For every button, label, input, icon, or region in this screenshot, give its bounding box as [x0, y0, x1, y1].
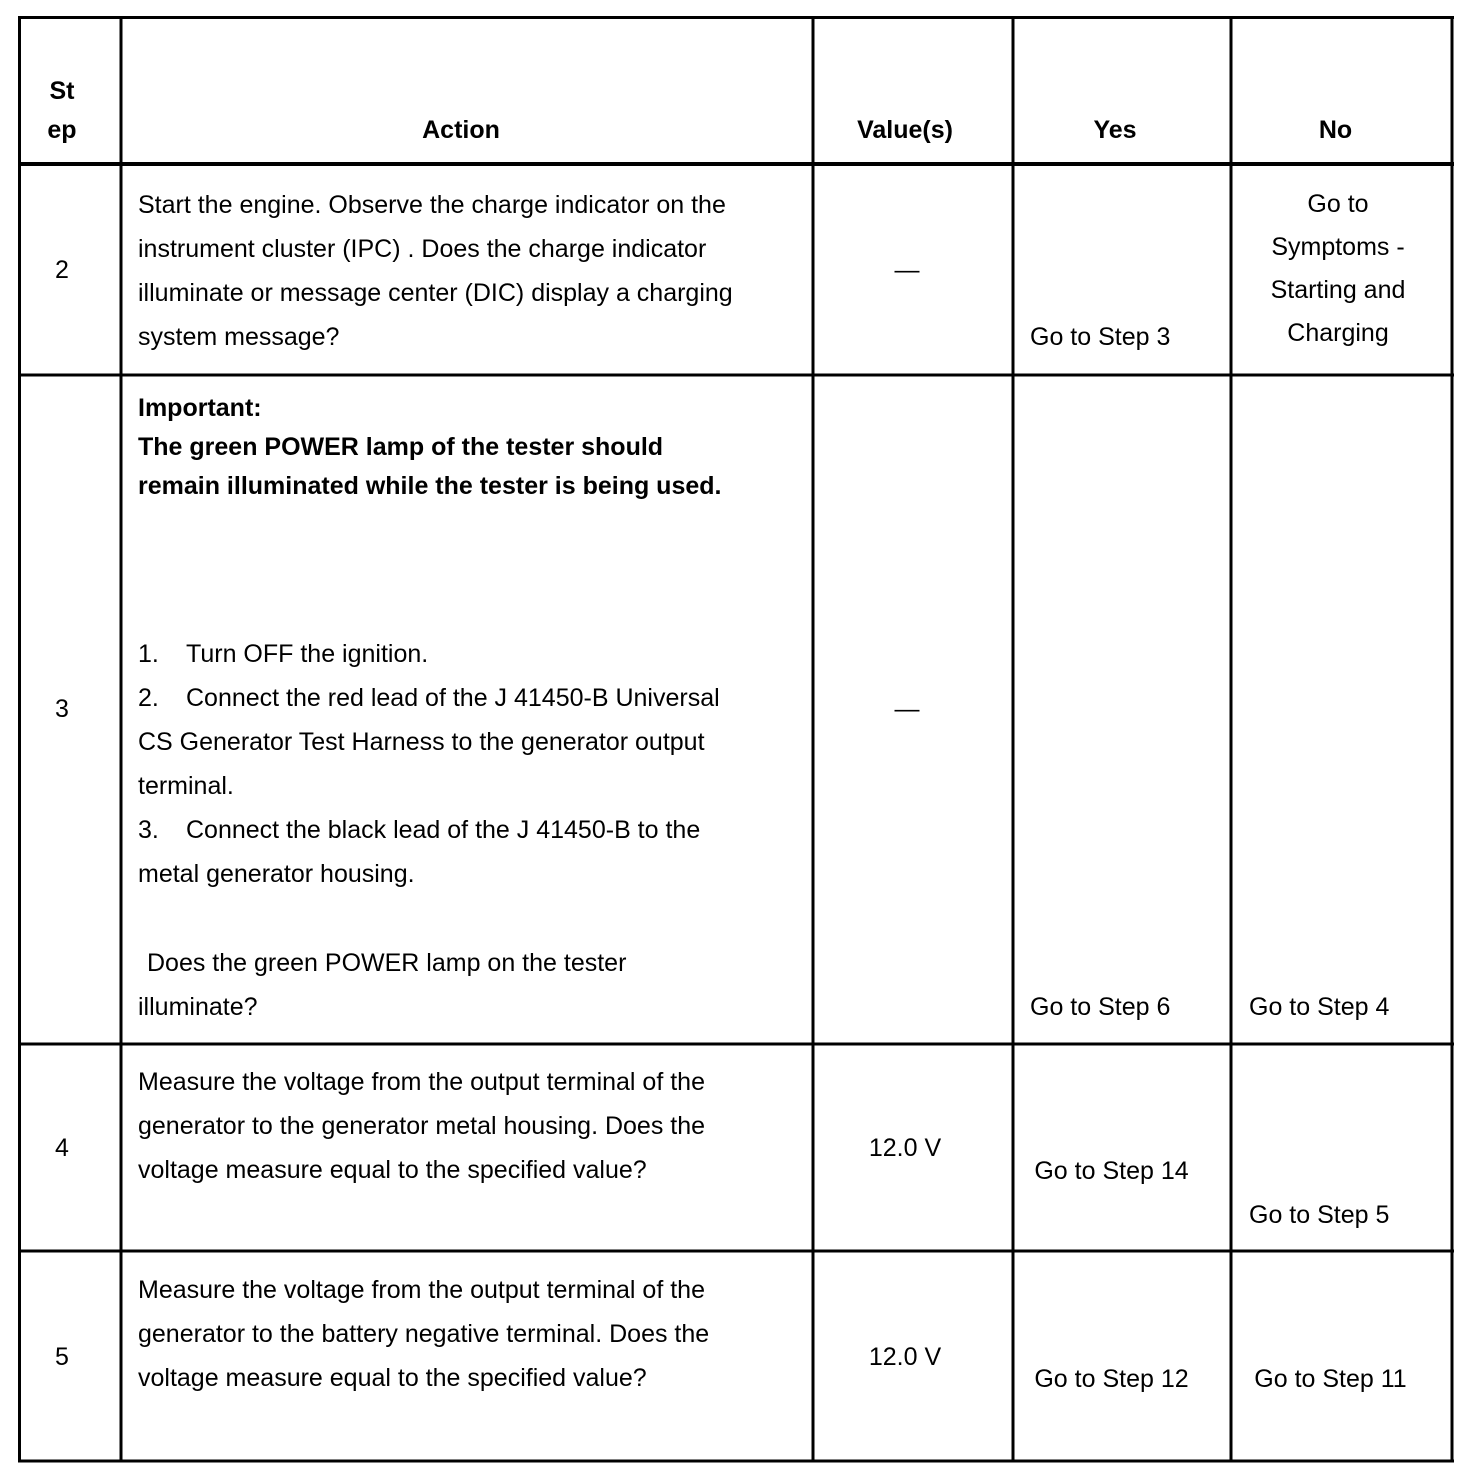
value-cell: 12.0 V — [868, 1343, 942, 1371]
no-cell: Go to Symptoms - Starting and Charging — [1270, 190, 1406, 347]
header-no: No — [1318, 116, 1353, 144]
step-number: 4 — [55, 1134, 69, 1162]
yes-cell: Go to Step 3 — [1030, 323, 1171, 351]
action-text: Start the engine. Observe the charge indicator on the instrument cluster (IPC) . Does the charge indicator illuminate or message center (DIC) display a charging system message? — [138, 191, 733, 351]
important-label: Important: — [138, 394, 262, 422]
no-cell: Go to Step 5 — [1249, 1201, 1390, 1229]
list-number: 3. — [138, 816, 159, 844]
step-number: 3 — [55, 695, 69, 723]
list-item — [138, 676, 738, 808]
value-cell: — — [894, 695, 920, 723]
yes-cell: Go to Step 6 — [1030, 993, 1171, 1021]
value-cell: — — [894, 256, 920, 284]
list-text: Connect the black lead of the J 41450-B to the metal generator housing. — [138, 816, 701, 888]
action-text: Measure the voltage from the output terminal of the generator to the generator metal housing. Does the voltage measure equal to the specified value? — [138, 1068, 706, 1184]
list-item — [138, 808, 738, 896]
step-list — [138, 632, 738, 896]
question-text: Does the green POWER lamp on the tester illuminate? — [138, 949, 627, 1021]
list-number: 2. — [138, 684, 159, 712]
list-number: 1. — [138, 640, 159, 668]
step-number: 5 — [55, 1343, 69, 1371]
header-action: Action — [422, 116, 500, 144]
list-item — [138, 632, 738, 676]
header-step: St ep — [47, 77, 77, 144]
action-text: Measure the voltage from the output terminal of the generator to the battery negative terminal. Does the voltage measure equal to the specified value? — [138, 1276, 710, 1392]
value-cell: 12.0 V — [868, 1134, 942, 1162]
header-values: Value(s) — [857, 116, 953, 144]
no-cell: Go to Step 11 — [1254, 1365, 1407, 1393]
yes-cell: Go to Step 12 — [1034, 1365, 1189, 1393]
important-text: The green POWER lamp of the tester should remain illuminated while the tester is being used. — [138, 433, 722, 500]
step-number: 2 — [55, 256, 69, 284]
no-cell: Go to Step 4 — [1249, 993, 1390, 1021]
header-yes: Yes — [1093, 116, 1137, 144]
yes-cell: Go to Step 14 — [1034, 1157, 1189, 1185]
list-text: Turn OFF the ignition. — [186, 640, 429, 668]
list-text: Connect the red lead of the J 41450-B Universal CS Generator Test Harness to the generator output terminal. — [138, 684, 720, 800]
